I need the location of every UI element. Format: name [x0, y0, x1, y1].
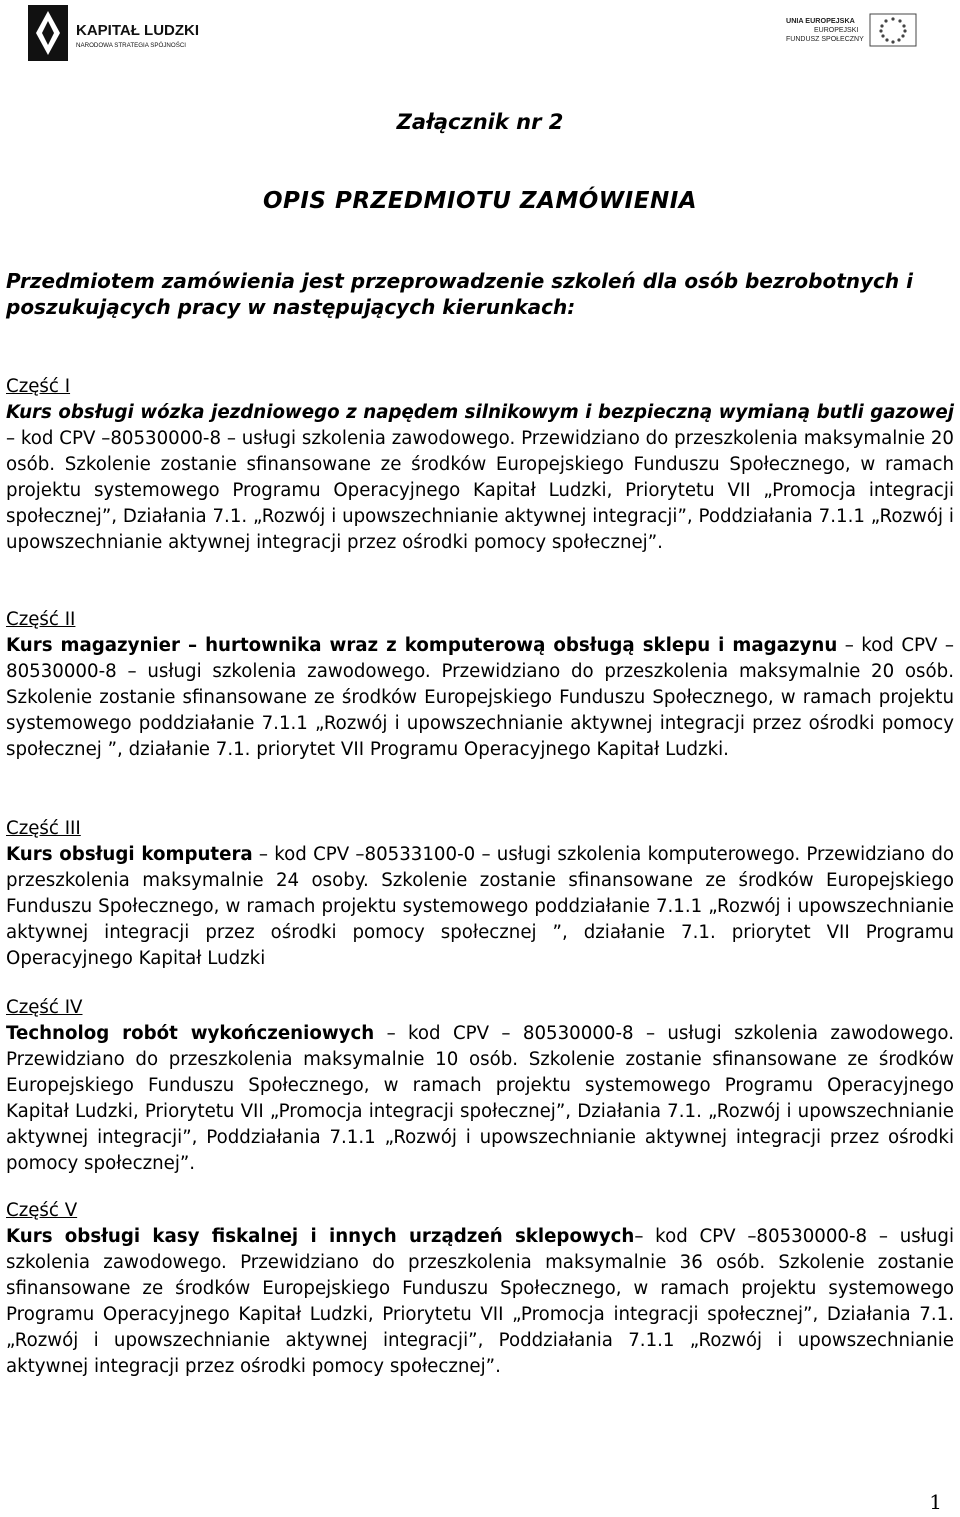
section-5: [6, 1198, 954, 1380]
section-3-body: – kod CPV –80533100-0 – usługi szkolenia komputerowego. Przewidziano do przeszkolenia maksymalnie 24 osoby. Szkolenie zostanie sfinansowane ze środków Europejskiego Funduszu Społecznego, w ramach projektu systemowego poddziałanie 7.1.1 „Rozwój i upowszechnianie aktywnej integracji przez ośrodki pomocy społecznej ”, działanie 7.1. priorytet VII Programu Operacyjnego Kapitał Ludzki: [6, 844, 954, 969]
section-2-heading: Część II: [6, 609, 76, 630]
section-5-lead: Kurs obsługi kasy fiskalnej i innych urządzeń sklepowych: [6, 1226, 635, 1247]
section-4: [6, 995, 954, 1177]
section-1-body: – kod CPV –80530000-8 – usługi szkolenia zawodowego. Przewidziano do przeszkolenia maksymalnie 20 osób. Szkolenie zostanie sfinansowane ze środków Europejskiego Funduszu Społecznego, w ramach projektu systemowego Programu Operacyjnego Kapitał Ludzki, Priorytetu VII „Promocja integracji społecznej”, Działania 7.1. „Rozwój i upowszechnianie aktywnej integracji”, Poddziałania 7.1.1 „Rozwój i upowszechnianie aktywnej integracji przez ośrodki pomocy społecznej”.: [6, 428, 954, 553]
section-5-heading: Część V: [6, 1200, 78, 1221]
logo-left-subtitle: NARODOWA STRATEGIA SPÓJNOŚCI: [76, 42, 187, 49]
kapital-ludzki-logo: [28, 5, 218, 61]
section-5-body: – kod CPV –80530000-8 – usługi szkolenia zawodowego. Przewidziano do przeszkolenia maksymalnie 36 osób. Szkolenie zostanie sfinansowane ze środków Europejskiego Funduszu Społecznego, w ramach projektu systemowego Programu Operacyjnego Kapitał Ludzki, Priorytetu VII „Promocja integracji społecznej”, Działania 7.1. „Rozwój i upowszechnianie aktywnej integracji”, Poddziałania 7.1.1 „Rozwój i upowszechnianie aktywnej integracji przez ośrodki pomocy społecznej”.: [6, 1226, 955, 1377]
section-3: [6, 816, 954, 972]
section-1-heading: Część I: [6, 376, 71, 397]
logo-right-line3: FUNDUSZ SPOŁECZNY: [786, 36, 864, 43]
intro-paragraph: Przedmiotem zamówienia jest przeprowadzenie szkoleń dla osób bezrobotnych i poszukujących pracy w następujących kierunkach:: [6, 269, 913, 319]
section-2-lead: Kurs magazynier – hurtownika wraz z komputerową obsługą sklepu i magazynu: [6, 635, 838, 656]
section-2: [6, 607, 954, 763]
section-1: [6, 374, 954, 556]
logo-left-name: KAPITAŁ LUDZKI: [76, 22, 200, 39]
section-4-heading: Część IV: [6, 997, 83, 1018]
page-title: OPIS PRZEDMIOTU ZAMÓWIENIA: [262, 188, 698, 214]
logo-right-line1: UNIA EUROPEJSKA: [786, 16, 855, 25]
logo-right-line2: EUROPEJSKI: [814, 27, 859, 34]
section-4-body: – kod CPV – 80530000-8 – usługi szkolenia zawodowego. Przewidziano do przeszkolenia maksymalnie 10 osób. Szkolenie zostanie sfinansowane ze środków Europejskiego Funduszu Społecznego, w ramach projektu systemowego Programu Operacyjnego Kapitał Ludzki, Priorytetu VII „Promocja integracji społecznej”, Działania 7.1. „Rozwój i upowszechnianie aktywnej integracji”, Poddziałania 7.1.1 „Rozwój i upowszechnianie aktywnej integracji przez ośrodki pomocy społecznej”.: [6, 1023, 954, 1174]
page-number: 1: [929, 1490, 942, 1514]
eu-efs-logo: [786, 12, 926, 52]
section-2-body: – kod CPV –80530000-8 – usługi szkolenia zawodowego. Przewidziano do przeszkolenia maksymalnie 20 osób. Szkolenie zostanie sfinansowane ze środków Europejskiego Funduszu Społecznego, w ramach projektu systemowego poddziałanie 7.1.1 „Rozwój i upowszechnianie aktywnej integracji przez ośrodki pomocy społecznej ”, działanie 7.1. priorytet VII Programu Operacyjnego Kapitał Ludzki.: [6, 635, 954, 760]
section-4-lead: Technolog robót wykończeniowych: [6, 1023, 375, 1044]
annex-label: Załącznik nr 2: [396, 110, 564, 134]
section-1-lead: Kurs obsługi wózka jezdniowego z napędem silnikowym i bezpieczną wymianą butli gazowej: [6, 402, 954, 423]
section-3-heading: Część III: [6, 818, 81, 839]
section-3-lead: Kurs obsługi komputera: [6, 844, 253, 865]
